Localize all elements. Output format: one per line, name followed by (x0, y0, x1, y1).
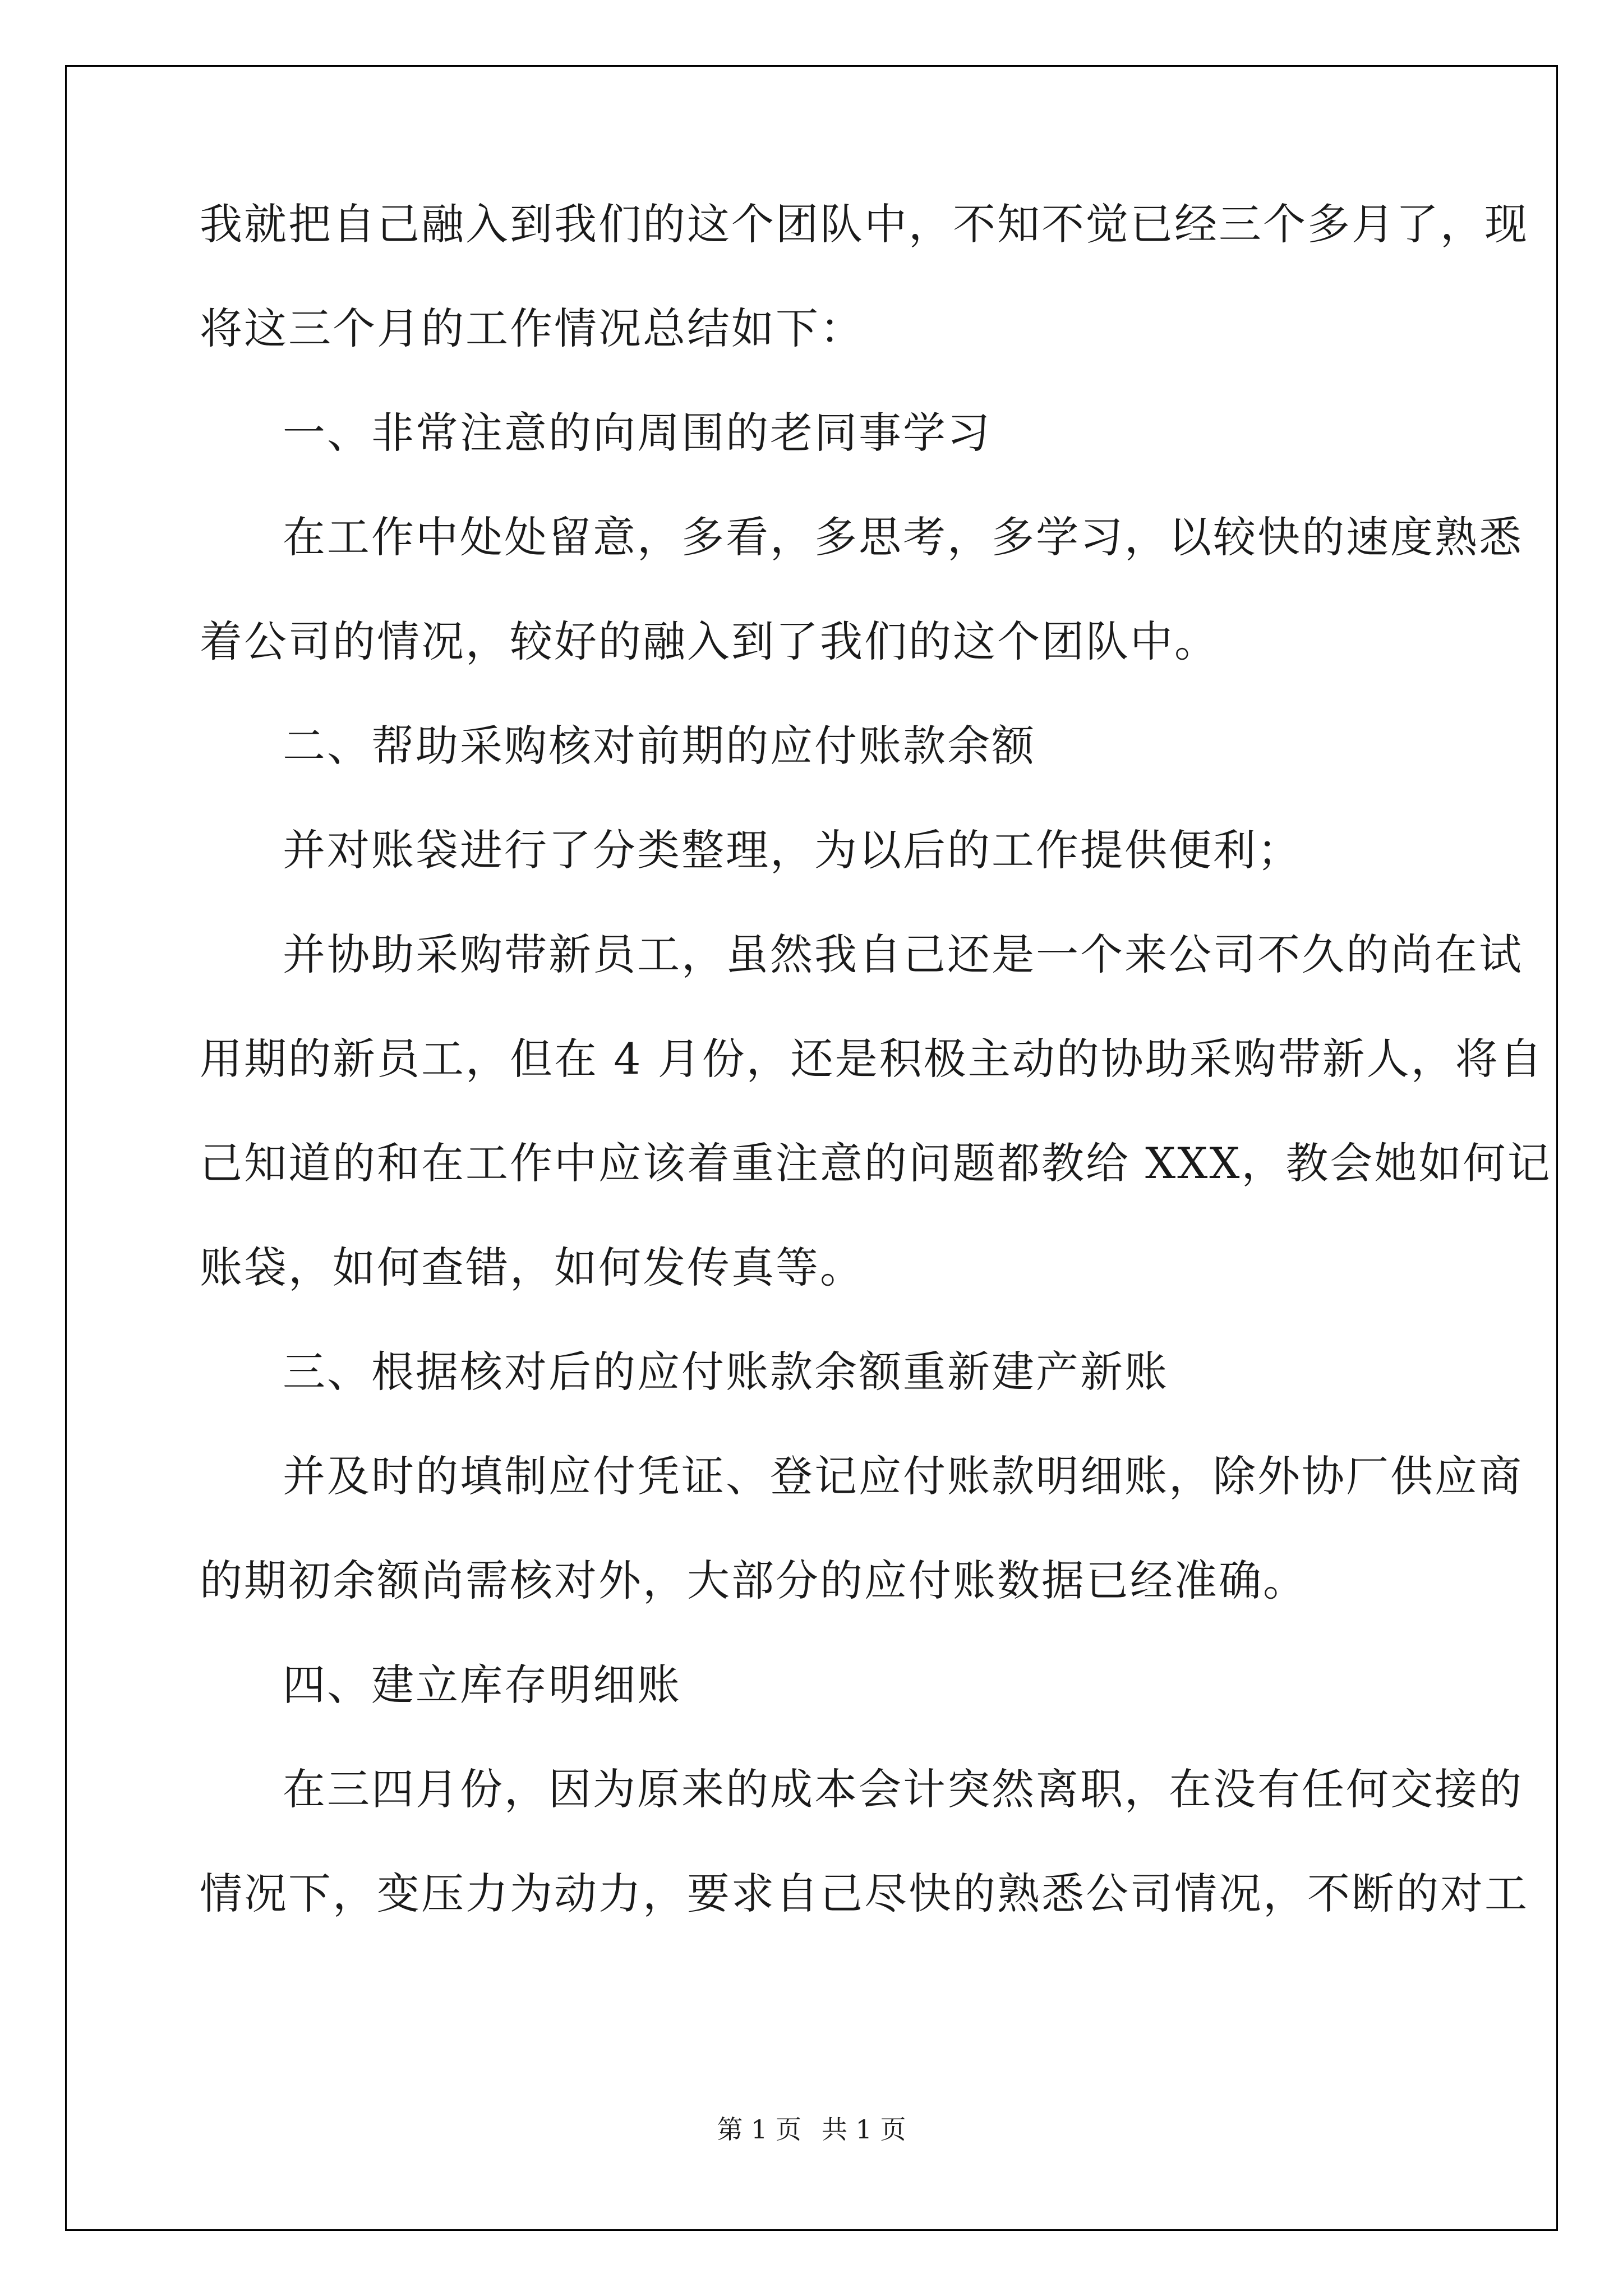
paragraph-line: 并协助采购带新员工，虽然我自己还是一个来公司不久的尚在试 (283, 930, 1523, 979)
paragraph-line: 账袋，如何查错，如何发传真等。 (200, 1243, 864, 1292)
section-heading-3: 三、根据核对后的应付账款余额重新建产新账 (283, 1347, 1169, 1397)
section-heading-4: 四、建立库存明细账 (283, 1660, 681, 1710)
paragraph-line: 用期的新员工，但在 4 月份，还是积极主动的协助采购带新人，将自 (200, 1034, 1544, 1084)
paragraph-line: 并对账袋进行了分类整理，为以后的工作提供便利； (283, 825, 1302, 875)
paragraph-line: 的期初余额尚需核对外，大部分的应付账数据已经准确。 (200, 1556, 1307, 1605)
paragraph-line: 将这三个月的工作情况总结如下： (200, 303, 864, 353)
paragraph-line: 在工作中处处留意，多看，多思考，多学习，以较快的速度熟悉 (283, 512, 1523, 562)
paragraph-line: 情况下，变压力为动力，要求自己尽快的熟悉公司情况，不断的对工 (200, 1869, 1529, 1918)
paragraph-line: 着公司的情况，较好的融入到了我们的这个团队中。 (200, 616, 1219, 666)
paragraph-line: 在三四月份，因为原来的成本会计突然离职，在没有任何交接的 (283, 1764, 1523, 1814)
section-heading-2: 二、帮助采购核对前期的应付账款余额 (283, 721, 1036, 771)
page-number: 第 1 页 (717, 2114, 801, 2145)
section-heading-1: 一、非常注意的向周围的老同事学习 (283, 408, 992, 458)
paragraph-line: 己知道的和在工作中应该着重注意的问题都教给 XXX，教会她如何记 (200, 1138, 1552, 1188)
paragraph-line: 并及时的填制应付凭证、登记应付账款明细账，除外协厂供应商 (283, 1451, 1523, 1501)
paragraph-line: 我就把自己融入到我们的这个团队中，不知不觉已经三个多月了，现 (200, 199, 1529, 249)
page-footer (0, 2113, 1623, 2146)
page-total: 共 1 页 (822, 2114, 906, 2145)
